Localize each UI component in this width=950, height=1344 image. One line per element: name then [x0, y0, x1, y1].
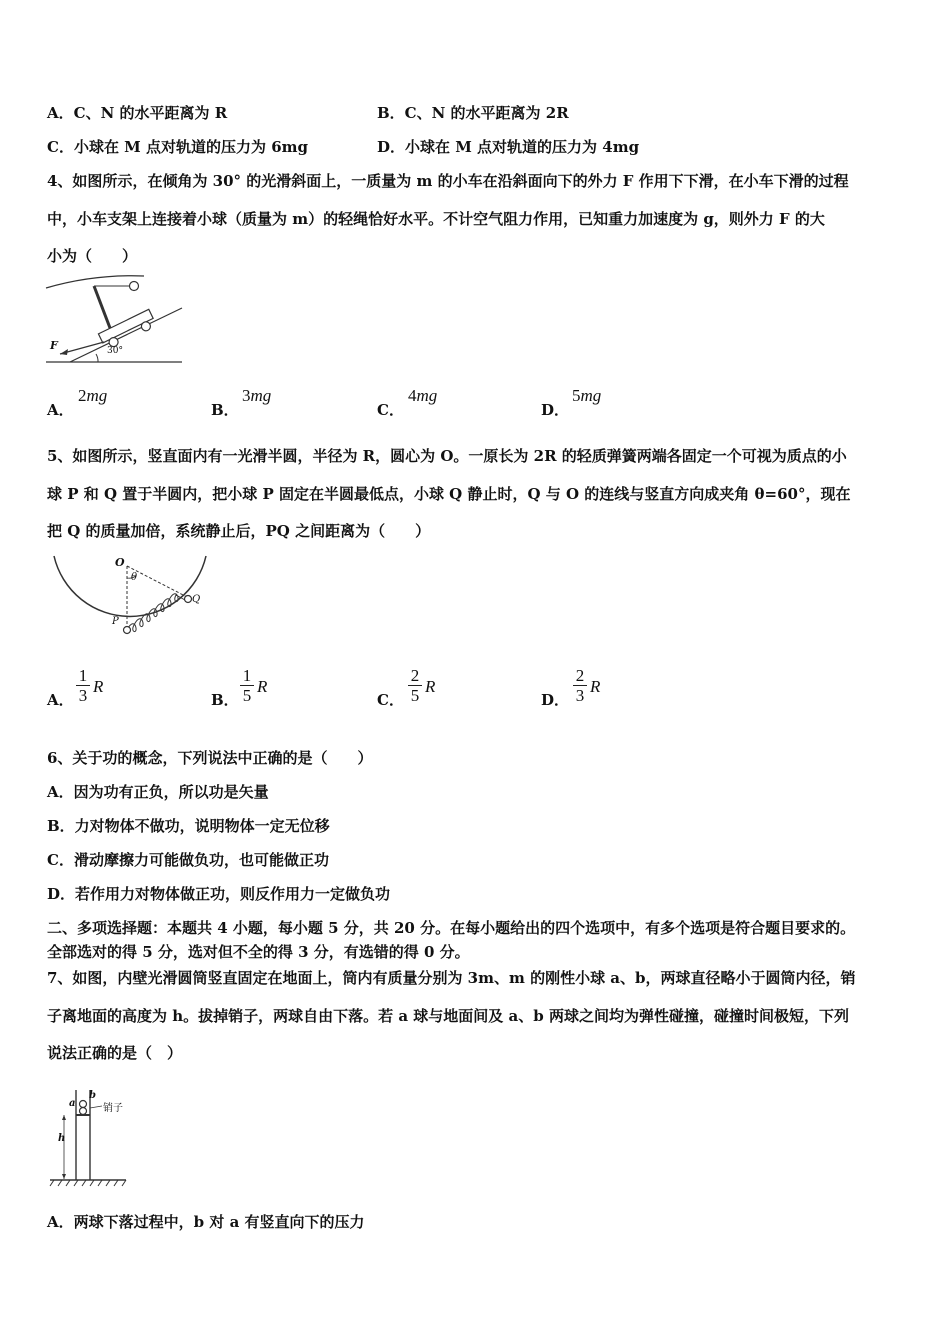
q4-option-c-value: 4mg — [408, 386, 438, 405]
section2-heading-line1: 二、多项选择题：本题共 4 小题，每小题 5 分，共 20 分。在每小题给出的四个选项中，有多个选项是符合题目要求的。 — [47, 919, 856, 937]
q7-ball-a-label: a — [69, 1098, 76, 1109]
section2-heading-line2: 全部选对的得 5 分，选对但不全的得 3 分，有选错的得 0 分。 — [47, 943, 470, 961]
q5-semicircle-diagram — [44, 552, 216, 644]
q5-option-a-var: R — [93, 677, 104, 696]
q3-option-d: D．小球在 M 点对轨道的压力为 4mg — [377, 138, 640, 156]
q6-stem: 6、关于功的概念，下列说法中正确的是（ ） — [47, 749, 373, 767]
q5-option-b-letter: B． — [211, 691, 239, 709]
q4-option-d-letter: D． — [541, 401, 570, 419]
q4-option-c-letter: C． — [377, 401, 404, 419]
q4-stem-line3: 小为（ ） — [47, 247, 138, 265]
q5-p-label: P — [112, 616, 119, 627]
q7-stem-line1: 7、如图，内壁光滑圆筒竖直固定在地面上，筒内有质量分别为 3m、m 的刚性小球 a、b，两球直径略小于圆筒内径，销 — [47, 969, 856, 987]
q7-option-a: A．两球下落过程中，b 对 a 有竖直向下的压力 — [47, 1213, 365, 1231]
q5-option-a-fraction: $\frac{1}{3}$ — [76, 666, 90, 705]
q5-q-label: Q — [192, 594, 201, 605]
q6-option-b: B．力对物体不做功，说明物体一定无位移 — [47, 817, 330, 835]
q5-option-d-fraction: $\frac{2}{3}$ — [573, 666, 587, 705]
q7-height-label: h — [58, 1133, 66, 1144]
q5-theta-label: θ — [131, 572, 138, 583]
q4-option-a-letter: A． — [47, 401, 74, 419]
q5-stem-line1: 5、如图所示，竖直面内有一光滑半圆，半径为 R，圆心为 O。一原长为 2R 的轻质弹簧两端各固定一个可视为质点的小 — [47, 447, 847, 465]
q7-ball-b-label: b — [89, 1090, 96, 1101]
q5-option-d-var: R — [590, 677, 601, 696]
q4-option-b-letter: B． — [211, 401, 239, 419]
q5-option-c-var: R — [425, 677, 436, 696]
q5-option-c-fraction: $\frac{2}{5}$ — [408, 666, 422, 705]
q5-center-label: O — [115, 556, 125, 569]
q5-stem-line3: 把 Q 的质量加倍，系统静止后，PQ 之间距离为（ ） — [47, 522, 431, 540]
q5-option-c-letter: C． — [377, 691, 404, 709]
q5-stem-line2: 球 P 和 Q 置于半圆内，把小球 P 固定在半圆最低点，小球 Q 静止时，Q 与 O 的连线与竖直方向成夹角 θ=60°，现在 — [47, 485, 851, 503]
q6-option-c: C．滑动摩擦力可能做负功，也可能做正功 — [47, 851, 329, 869]
q5-option-a-letter: A． — [47, 691, 74, 709]
q3-option-c: C．小球在 M 点对轨道的压力为 6mg — [47, 138, 309, 156]
q6-option-a: A．因为功有正负，所以功是矢量 — [47, 783, 269, 801]
q3-option-b: B．C、N 的水平距离为 2R — [377, 104, 569, 122]
q4-stem-line2: 中，小车支架上连接着小球（质量为 m）的轻绳恰好水平。不计空气阻力作用，已知重力加速度为 g，则外力 F 的大 — [47, 210, 825, 228]
q6-option-d: D．若作用力对物体做正功，则反作用力一定做负功 — [47, 885, 391, 903]
q7-pin-label: 销子 — [103, 1103, 123, 1114]
q4-angle-label: 30° — [107, 346, 123, 356]
q4-option-b-value: 3mg — [242, 386, 272, 405]
q3-option-a: A．C、N 的水平距离为 R — [47, 104, 228, 122]
q4-option-a-value: 2mg — [78, 386, 108, 405]
q4-stem-line1: 4、如图所示，在倾角为 30° 的光滑斜面上，一质量为 m 的小车在沿斜面向下的外力 F 作用下下滑，在小车下滑的过程 — [47, 172, 849, 190]
q5-option-d-letter: D． — [541, 691, 570, 709]
q5-option-b-var: R — [257, 677, 268, 696]
q4-force-label: F — [50, 339, 58, 352]
q7-stem-line2: 子离地面的高度为 h。拔掉销子，两球自由下落。若 a 球与地面间及 a、b 两球之间均为弹性碰撞，碰撞时间极短，下列 — [47, 1007, 849, 1025]
q5-option-b-fraction: $\frac{1}{5}$ — [240, 666, 254, 705]
q7-stem-line3: 说法正确的是（ ） — [47, 1044, 183, 1062]
q4-option-d-value: 5mg — [572, 386, 602, 405]
